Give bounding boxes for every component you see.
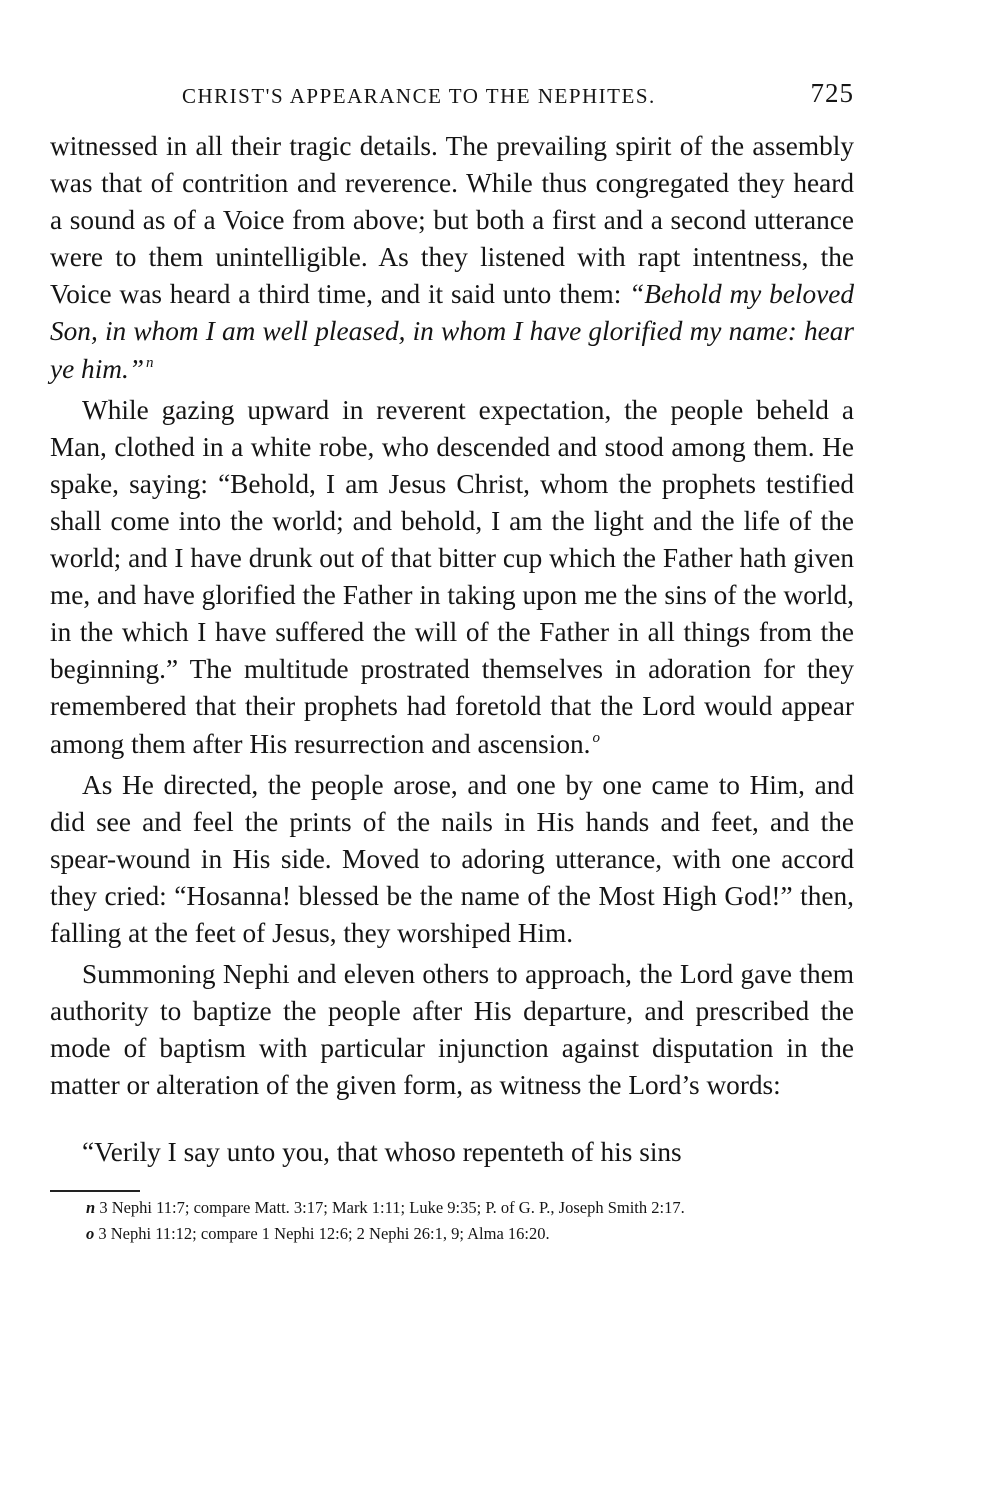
running-title: CHRIST'S APPEARANCE TO THE NEPHITES. xyxy=(182,84,656,108)
block-quote xyxy=(50,1134,854,1171)
footnote-ref-o: o xyxy=(592,729,600,746)
page-number: 725 xyxy=(810,78,854,108)
paragraph-1 xyxy=(50,128,854,388)
book-page xyxy=(50,78,854,1250)
paragraph-3-text: As He directed, the people arose, and one by one came to Him, and did see and feel the prints of the nails in His hands and feet, and the spear-wound in His side. Moved to adoring utterance, with one accord they cried: “Hosanna! blessed be the name of the Most High God!” then, falling at the feet of Jesus, they worshiped Him. xyxy=(50,769,854,948)
footnote-rule xyxy=(50,1190,140,1192)
paragraph-2 xyxy=(50,392,854,763)
paragraph-4-text: Summoning Nephi and eleven others to approach, the Lord gave them authority to baptize the people after His departure, and prescribed the mode of baptism with particular injunction against disputation in the matter or alteration of the given form, as witness the Lord’s words: xyxy=(50,959,854,1101)
paragraph-2-text: While gazing upward in reverent expectation, the people beheld a Man, clothed in a white robe, who descended and stood among them. He spake, saying: “Behold, I am Jesus Christ, whom the prophets testified shall come into the world; and behold, I am the light and the life of the world; and I have drunk out of that bitter cup which the Father hath given me, and have glorified the Father in taking upon me the sins of the world, in the which I have suffered the will of the Father in all things from the beginning.” The multitude prostrated themselves in adoration for they remembered that their prophets had foretold that the Lord would appear among them after His resurrection and ascension. xyxy=(50,394,854,759)
footnote-mark: o xyxy=(86,1223,95,1243)
running-head xyxy=(50,78,854,118)
footnote-n xyxy=(50,1198,854,1217)
footnote-text: 3 Nephi 11:12; compare 1 Nephi 12:6; 2 Nephi 26:1, 9; Alma 16:20. xyxy=(98,1223,550,1243)
paragraph-4 xyxy=(50,956,854,1104)
footnotes xyxy=(50,1198,854,1243)
paragraph-3 xyxy=(50,767,854,952)
footnote-o xyxy=(50,1224,854,1243)
footnote-ref-n: n xyxy=(146,354,154,371)
paragraph-1-quote: “Behold my beloved Son, in whom I am well pleased, in whom I have glorified my name: hear ye him.” xyxy=(50,279,854,384)
paragraph-1-text: witnessed in all their tragic details. The prevailing spirit of the assembly was that of contrition and reverence. While thus congregated they heard a sound as of a Voice from above; but both a first and a second utterance were to them unintelligible. As they listened with rapt intentness, the Voice was heard a third time, and it said unto them: xyxy=(50,131,854,310)
body-text xyxy=(50,128,854,1172)
footnote-mark: n xyxy=(86,1197,96,1217)
footnote-text: 3 Nephi 11:7; compare Matt. 3:17; Mark 1:11; Luke 9:35; P. of G. P., Joseph Smith 2:17. xyxy=(99,1197,685,1217)
block-quote-text: “Verily I say unto you, that whoso repenteth of his sins xyxy=(82,1137,682,1168)
